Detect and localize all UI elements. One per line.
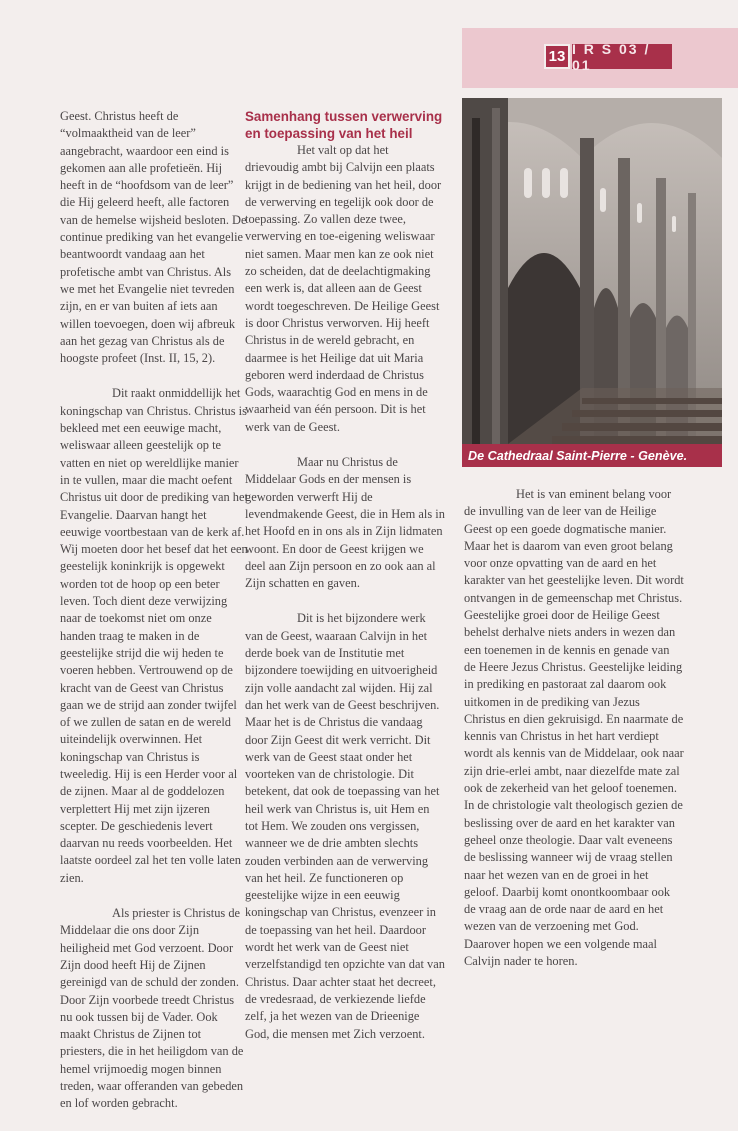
page-header <box>544 40 672 73</box>
column-left <box>60 108 248 1131</box>
paragraph: Het is van eminent belang voor de invulling van de leer van de Heilige Geest op een goede dogmatische manier. Maar het is daarom van even groot belang voor onze opvatting van de aard en het karakter van het geestelijke leven. Dit wordt ontvangen in de gemeenschap met Christus. Geestelijke groei door de Heilige Geest behelst derhalve niets anders in wezen dan een toenemen in de kennis en genade van de Heere Jezus Christus. Geestelijke leiding in prediking en pastoraat zal daarom ook uitkomen in de prediking van Jezus Christus en dien gekruisigd. En naarmate de kennis van Christus in het hart verdiept wordt als kennis van de Middelaar, ook naar zijn drie-erlei ambt, naar diezelfde mate zal ook de zekerheid van het geloof toenemen. In de christologie valt theologisch gezien de beslissing over de aard en het karakter van geheel onze theologie. Daar valt eveneens de beslissing wanneer wij de vraag stellen naar het wezen van en de groei in het geloof. Daarbij komt onontkoombaar ook de vraag aan de orde naar de aard en het wezen van de verzoening met God. Daarover hopen we een volgende maal Calvijn nader te horen. <box>464 487 684 969</box>
cathedral-photo <box>462 98 722 444</box>
column-right <box>464 486 684 988</box>
cathedral-interior-image <box>462 98 722 444</box>
paragraph: Dit raakt onmiddellijk het koningschap van Christus. Christus is bekleed met een eeuwige macht, weliswaar alleen geestelijk op te vatten en niet op wereldlijke manier in te vullen, maar die macht oefent Christus uit door de prediking van het Evangelie. Daarvan hangt het eeuwige voortbestaan van de kerk af. Wij moeten door het besef dat het een geestelijk koninkrijk is opgewekt worden tot de hoop op een beter leven. Toch dient deze verwijzing naar de toekomst niet om onze handen traag te maken in de geestelijke strijd die wij heden te voeren hebben. Vertrouwend op de kracht van de Geest van Christus gaan we de strijd aan zonder twijfel of we zullen de satan en de wereld uiteindelijk overwinnen. Het koningschap van Christus is tweeledig. Hij is een Herder voor al de zijnen. Maar al de goddelozen verplettert Hij met zijn ijzeren scepter. De geschiedenis levert daarvan nu reeds voorbeelden. Het laatste oordeel zal het ten volle laten zien. <box>60 386 248 885</box>
paragraph: Als priester is Christus de Middelaar die ons door Zijn heiligheid met God verzoent. Door Zijn dood heeft Hij de Zijnen gereinigd van de schuld der zonden. Door Zijn voorbede treedt Christus nu ook tussen bij de Vader. Ook maakt Christus de Zijnen tot priesters, die in het heiligdom van de hemel vrijmoedig mogen binnen treden, waar offeranden van gebeden en lof worden gebracht. <box>60 906 244 1111</box>
section-heading: Samenhang tussen verwerving en toepassing van het heil <box>245 109 443 141</box>
paragraph: Maar nu Christus de Middelaar Gods en der mensen is geworden verwerft Hij de levendmakende Geest, die in Hem als in het Hoofd en in ons als in Zijn lidmaten woont. En door de Geest krijgen we deel aan Zijn persoon en zo ook aan al Zijn schatten en gaven. <box>245 455 445 591</box>
photo-caption: De Cathedraal Saint-Pierre - Genève. <box>462 444 722 467</box>
paragraph: Het valt op dat het drievoudig ambt bij Calvijn een plaats krijgt in de bediening van het heil, door de verwerving en tegelijk ook door de toepassing. Zo vallen deze twee, verwerving en toe-eigening weliswaar niet samen. Maar men kan ze ook niet zo scheiden, dat de deelachtigmaking een werk is, dat alleen aan de Geest wordt toegeschreven. De Heilige Geest is door Christus verworven. Hij heeft Christus in de wereld gebracht, en daarmee is het Heilige dat uit Maria geboren werd inderdaad de Christus Gods, waarachtig God en mens in de waarheid van één persoon. Dit is het werk van de Geest. <box>245 143 442 434</box>
paragraph: Geest. Christus heeft de “volmaaktheid van de leer” aangebracht, waardoor een eind is gekomen aan alle profetieën. Hij heeft in de “hoofdsom van de leer” die Hij geleerd heeft, alle factoren van de hemelse wijsheid besloten. De continue prediking van het evangelie beantwoordt vandaag aan het profetische ambt van Christus. Als we met het Evangelie niet tevreden zijn, en er van buiten af iets aan willen toevoegen, doen wij afbreuk aan het gezag van Christus als de hoogste profeet (Inst. II, 15, 2). <box>60 109 247 366</box>
column-middle <box>245 108 445 1061</box>
page-number: 13 <box>544 44 570 69</box>
issue-label: I R S 03 / 01 <box>572 44 672 69</box>
paragraph: Dit is het bijzondere werk van de Geest, waaraan Calvijn in het derde boek van de Institutie met bijzondere toewijding en uitvoerigheid zijn volle aandacht zal wijden. Hij zal dan het werk van de Geest beschrijven. Maar het is de Christus die vandaag door Zijn Geest dit werk verricht. Dit werk van de Geest staat onder het voorteken van de christologie. Dit betekent, dat ook de toepassing van het heil werk van Christus is, uit Hem en tot Hem. We zouden ons vergissen, wanneer we de drie ambten slechts zouden verbinden aan de verwerving van het heil. Ze functioneren op geestelijke wijze in een eeuwig koningschap van Christus, evenzeer in de toepassing van het heil. Daardoor wordt het werk van de Geest niet verzelfstandigd ten opzichte van dat van Christus. Daar achter staat het decreet, de vredesraad, de verkiezende liefde zelf, ja het wezen van de Drieenige God, die mensen met Zich verzoent. <box>245 611 445 1041</box>
